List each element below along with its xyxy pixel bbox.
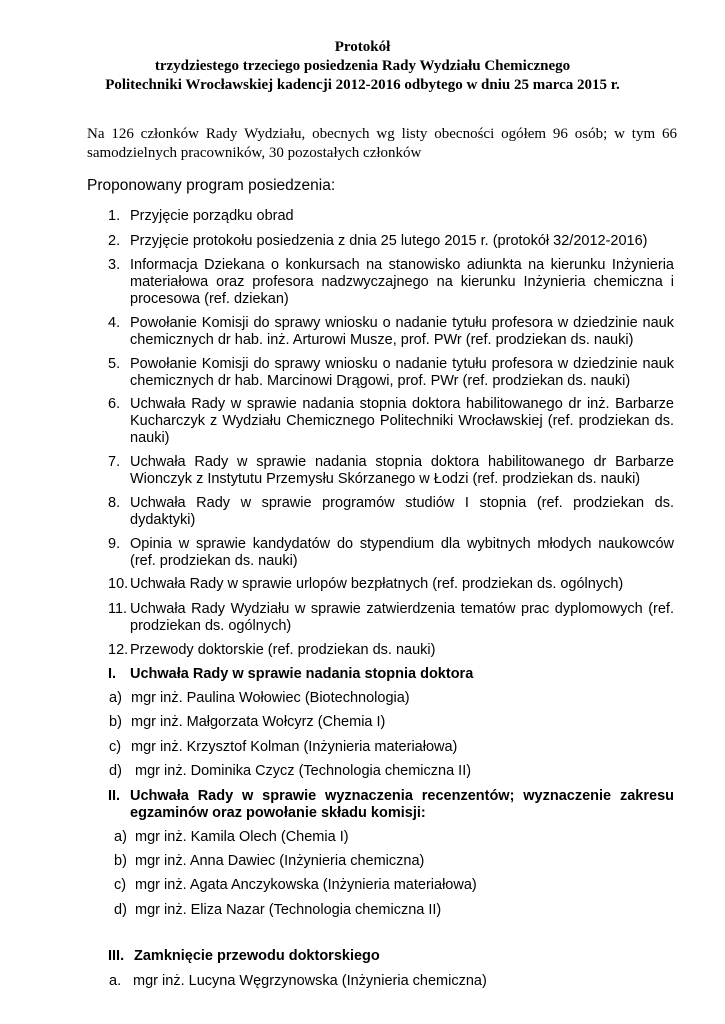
program-item: [108, 257, 674, 308]
program-item: [108, 536, 674, 570]
program-item: [108, 233, 674, 250]
list-item: [114, 853, 424, 870]
document-subtitle-line-1: trzydziestego trzeciego posiedzenia Rady Wydziału Chemicznego: [154, 58, 571, 74]
list-item-marker: c): [114, 877, 127, 893]
program-item: [108, 208, 674, 225]
program-item-number: 7.: [108, 454, 121, 470]
section-title: Zamknięcie przewodu doktorskiego: [134, 948, 380, 964]
program-item-number: 2.: [108, 233, 121, 249]
document-header: [0, 38, 725, 95]
list-item: [109, 763, 471, 780]
program-item-number: 1.: [108, 208, 121, 224]
list-item: [114, 877, 477, 894]
attendance-paragraph: Na 126 członków Rady Wydziału, obecnych wg listy obecności ogółem 96 osób; w tym 66 samodzielnych pracowników, 30 pozostałych członków: [87, 126, 677, 161]
program-item-text: Uchwała Rady w sprawie programów studiów I stopnia (ref. prodziekan ds. dydaktyki): [130, 495, 674, 528]
program-item-text: Opinia w sprawie kandydatów do stypendium dla wybitnych młodych naukowców (ref. prodziekan ds. nauki): [130, 536, 674, 569]
program-item: [108, 356, 674, 390]
list-item-marker: d): [114, 902, 127, 918]
list-item-text: mgr inż. Dominika Czycz (Technologia chemiczna II): [135, 763, 472, 779]
section-number: III.: [108, 948, 125, 964]
program-item: [108, 495, 674, 529]
program-item: [108, 642, 674, 659]
program-item-number: 11.: [108, 601, 128, 617]
list-item-marker: a): [109, 690, 122, 706]
list-item-text: mgr inż. Agata Anczykowska (Inżynieria materiałowa): [135, 877, 477, 893]
list-item-text: mgr inż. Lucyna Węgrzynowska (Inżynieria chemiczna): [133, 973, 487, 989]
program-item-number: 9.: [108, 536, 121, 552]
program-item-text: Informacja Dziekana o konkursach na stanowisko adiunkta na kierunku Inżynieria materiałowa oraz profesora nadzwyczajnego na kierunku Inżynieria chemiczna i procesowa (ref. dziekan): [130, 257, 674, 307]
program-item-number: 6.: [108, 396, 121, 412]
program-item: [108, 315, 674, 349]
section-number: I.: [108, 666, 117, 682]
list-item-marker: a.: [109, 973, 122, 989]
program-item-text: Uchwała Rady w sprawie nadania stopnia doktora habilitowanego dr inż. Barbarze Kucharczyk z Wydziału Chemicznego Politechniki Wrocławskiej (ref. prodziekan ds. nauki): [130, 396, 674, 446]
program-item-number: 4.: [108, 315, 121, 331]
list-item-marker: a): [114, 829, 127, 845]
program-item-number: 8.: [108, 495, 121, 511]
program-item-text: Przyjęcie porządku obrad: [130, 208, 294, 224]
program-item: [108, 576, 674, 593]
section-heading-1: [108, 666, 674, 683]
section-number: II.: [108, 788, 121, 804]
list-item: [114, 829, 349, 846]
list-item-marker: d): [109, 763, 122, 779]
list-item-marker: c): [109, 739, 122, 755]
list-item: [114, 902, 441, 919]
list-item-text: mgr inż. Kamila Olech (Chemia I): [135, 829, 349, 845]
list-item-text: mgr inż. Małgorzata Wołcyrz (Chemia I): [131, 714, 386, 730]
section-title: Uchwała Rady w sprawie nadania stopnia doktora: [130, 666, 474, 682]
list-item: [109, 714, 385, 731]
program-item-number: 3.: [108, 257, 121, 273]
program-item-text: Przewody doktorskie (ref. prodziekan ds. nauki): [130, 642, 436, 658]
list-item-marker: b): [114, 853, 127, 869]
list-item: [109, 739, 457, 756]
list-item-marker: b): [109, 714, 122, 730]
section-title: Uchwała Rady w sprawie wyznaczenia recenzentów; wyznaczenie zakresu egzaminów oraz powołanie składu komisji:: [130, 788, 674, 821]
program-item: [108, 454, 674, 488]
list-item-text: mgr inż. Paulina Wołowiec (Biotechnologia): [131, 690, 410, 706]
program-item-number: 12.: [108, 642, 129, 658]
section-heading-3: [108, 948, 674, 965]
document-subtitle-line-2: Politechniki Wrocławskiej kadencji 2012-2016 odbytego w dniu 25 marca 2015 r.: [105, 77, 620, 93]
program-item-text: Przyjęcie protokołu posiedzenia z dnia 25 lutego 2015 r. (protokół 32/2012-2016): [130, 233, 648, 249]
program-item-text: Uchwała Rady Wydziału w sprawie zatwierdzenia tematów prac dyplomowych (ref. prodziekan ds. ogólnych): [130, 601, 674, 634]
document-title: Protokół: [334, 39, 391, 55]
list-item: [109, 690, 410, 707]
program-item: [108, 601, 674, 635]
program-heading: Proponowany program posiedzenia:: [87, 177, 336, 194]
program-item: [108, 396, 674, 447]
list-item: [109, 973, 487, 990]
list-item-text: mgr inż. Eliza Nazar (Technologia chemiczna II): [135, 902, 442, 918]
list-item-text: mgr inż. Anna Dawiec (Inżynieria chemiczna): [135, 853, 425, 869]
program-item-text: Uchwała Rady w sprawie urlopów bezpłatnych (ref. prodziekan ds. ogólnych): [130, 576, 624, 592]
section-heading-2: [108, 788, 674, 822]
program-item-number: 10.: [108, 576, 129, 592]
list-item-text: mgr inż. Krzysztof Kolman (Inżynieria materiałowa): [131, 739, 458, 755]
program-item-text: Powołanie Komisji do sprawy wniosku o nadanie tytułu profesora w dziedzinie nauk chemicznych dr hab. inż. Arturowi Musze, prof. PWr (ref. prodziekan ds. nauki): [130, 315, 674, 348]
program-item-number: 5.: [108, 356, 121, 372]
program-item-text: Uchwała Rady w sprawie nadania stopnia doktora habilitowanego dr Barbarze Wionczyk z Instytutu Przemysłu Skórzanego w Łodzi (ref. prodziekan ds. nauki): [130, 454, 674, 487]
program-item-text: Powołanie Komisji do sprawy wniosku o nadanie tytułu profesora w dziedzinie nauk chemicznych dr hab. Marcinowi Drągowi, prof. PWr (ref. prodziekan ds. nauki): [130, 356, 674, 389]
